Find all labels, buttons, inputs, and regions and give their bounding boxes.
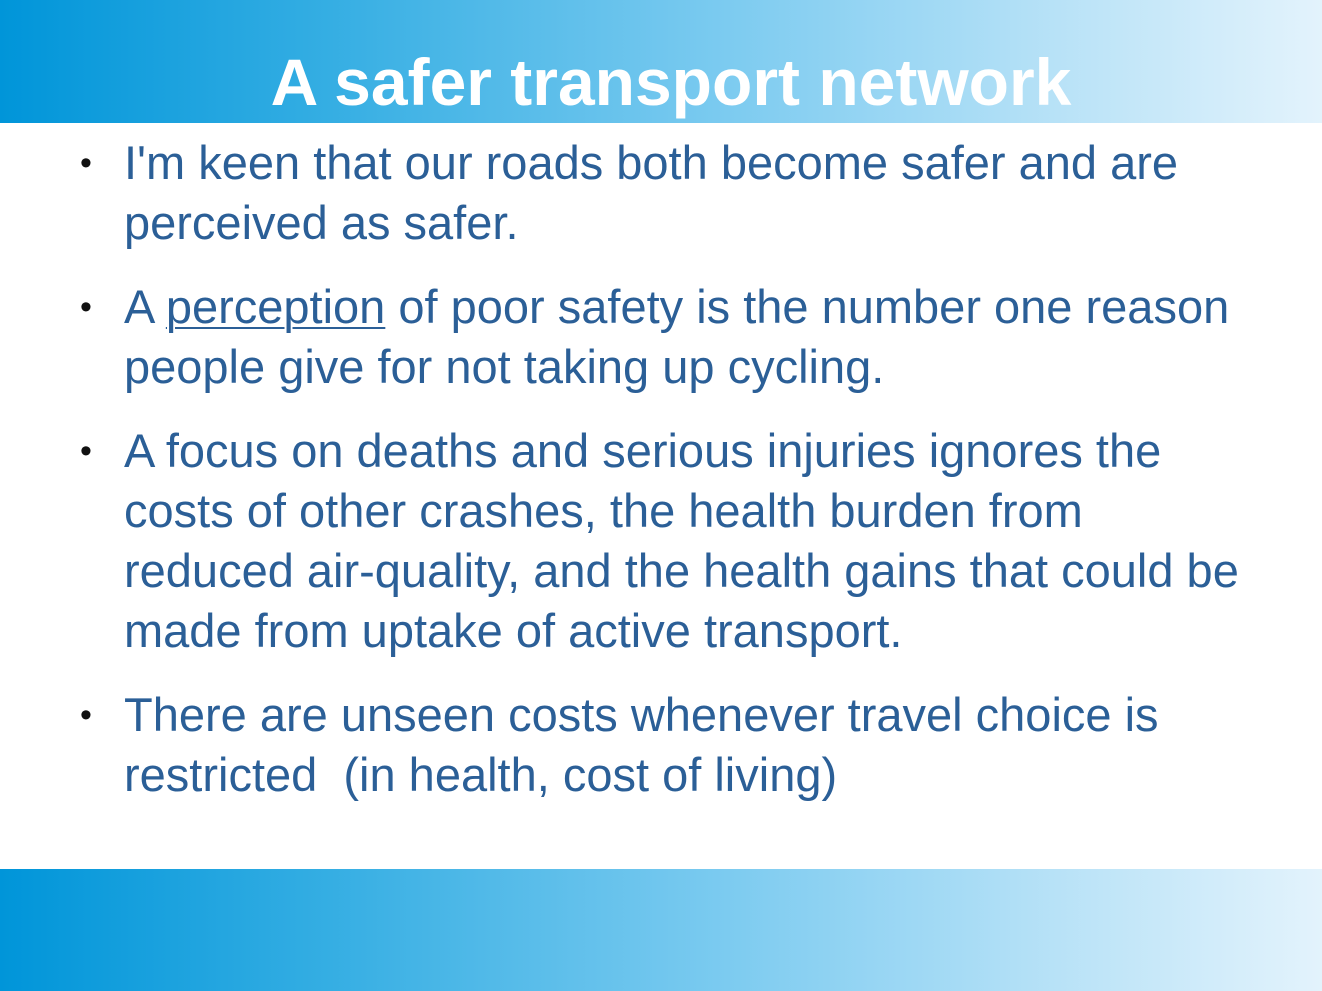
bullet-list — [0, 133, 1322, 829]
bullet-text: There are unseen costs whenever travel choice is restricted (in health, cost of living) — [124, 688, 1172, 801]
bullet-item — [0, 277, 1264, 397]
bullet-text: I'm keen that our roads both become safer and are perceived as safer. — [124, 136, 1179, 249]
bullet-item — [0, 133, 1264, 253]
bullet-marker-icon: • — [80, 432, 92, 470]
bullet-text-suffix: of poor safety is the number one reason people give for not taking up cycling. — [124, 280, 1230, 393]
bullet-item — [0, 685, 1264, 805]
bullet-item — [0, 421, 1264, 661]
slide-title: A safer transport network — [270, 45, 1072, 119]
bullet-marker-icon: • — [80, 144, 92, 182]
bullet-text-prefix: A — [124, 280, 166, 333]
bullet-marker-icon: • — [80, 696, 92, 734]
bullet-marker-icon: • — [80, 288, 92, 326]
footer-gradient-band — [0, 869, 1322, 991]
underlined-term: perception — [165, 280, 386, 333]
bullet-text: A focus on deaths and serious injuries ignores the costs of other crashes, the health burden from reduced air-quality, and the health gains that could be made from uptake of active transport. — [124, 424, 1239, 657]
